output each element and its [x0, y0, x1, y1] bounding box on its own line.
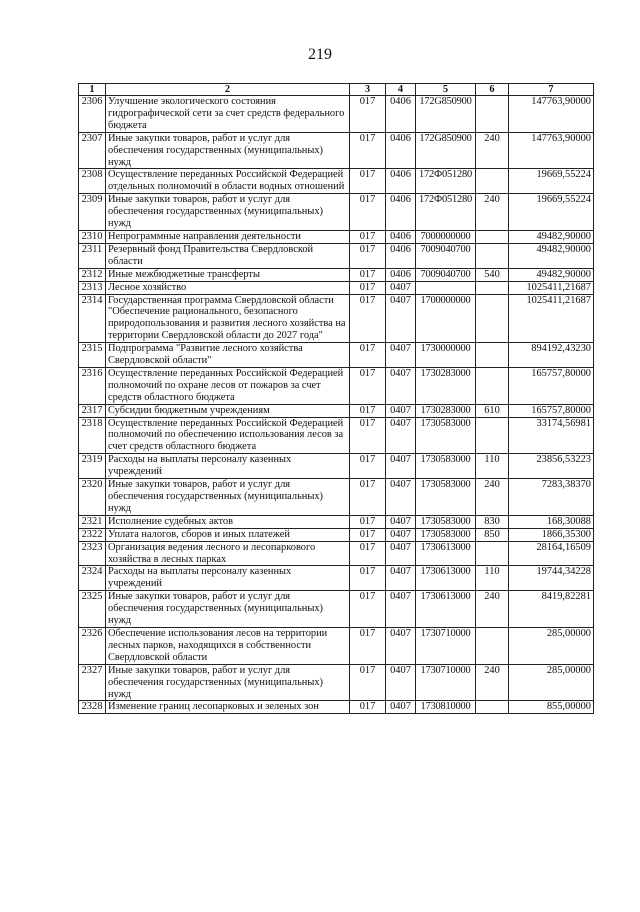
row-ministry-code: 017: [350, 132, 386, 169]
table-row: [79, 169, 594, 194]
table-row: [79, 701, 594, 714]
row-name: Обеспечение использования лесов на территории лесных парков, находящихся в собственности Свердловской области: [106, 627, 350, 664]
row-name: Осуществление переданных Российской Федерацией отдельных полномочий в области водных отношений: [106, 169, 350, 194]
row-target-code: 172Ф051280: [416, 169, 476, 194]
row-name: Изменение границ лесопарковых и зеленых зон: [106, 701, 350, 714]
row-amount: 165757,80000: [509, 367, 594, 404]
row-number: 2309: [79, 194, 106, 231]
table-row: [79, 343, 594, 368]
row-expense-type: [476, 541, 509, 566]
row-number: 2322: [79, 528, 106, 541]
row-number: 2327: [79, 664, 106, 701]
row-expense-type: [476, 96, 509, 133]
page-number: 219: [308, 46, 332, 63]
table-row: [79, 404, 594, 417]
row-ministry-code: 017: [350, 454, 386, 479]
row-number: 2324: [79, 566, 106, 591]
row-number: 2315: [79, 343, 106, 368]
row-amount: 7283,38370: [509, 479, 594, 516]
table-row: [79, 194, 594, 231]
row-target-code: 1730810000: [416, 701, 476, 714]
row-name: Уплата налогов, сборов и иных платежей: [106, 528, 350, 541]
row-expense-type: 830: [476, 515, 509, 528]
row-expense-type: 610: [476, 404, 509, 417]
row-ministry-code: 017: [350, 281, 386, 294]
table-row: [79, 528, 594, 541]
row-expense-type: 240: [476, 591, 509, 628]
row-amount: 19669,55224: [509, 194, 594, 231]
row-ministry-code: 017: [350, 169, 386, 194]
row-name: Государственная программа Свердловской области "Обеспечение рационального, безопасного природопользования и развития лесного хозяйства на территории Свердловской области до 2027 года": [106, 294, 350, 343]
row-expense-type: [476, 294, 509, 343]
row-amount: 1025411,21687: [509, 294, 594, 343]
row-section-code: 0406: [386, 132, 416, 169]
row-section-code: 0407: [386, 664, 416, 701]
row-section-code: 0407: [386, 591, 416, 628]
row-target-code: 1730583000: [416, 417, 476, 454]
row-section-code: 0406: [386, 268, 416, 281]
row-name: Подпрограмма "Развитие лесного хозяйства Свердловской области": [106, 343, 350, 368]
row-section-code: 0407: [386, 479, 416, 516]
row-amount: 49482,90000: [509, 243, 594, 268]
row-expense-type: [476, 367, 509, 404]
row-number: 2314: [79, 294, 106, 343]
table-row: [79, 541, 594, 566]
row-amount: 8419,82281: [509, 591, 594, 628]
row-name: Расходы на выплаты персоналу казенных учреждений: [106, 566, 350, 591]
row-target-code: [416, 281, 476, 294]
row-number: 2323: [79, 541, 106, 566]
row-section-code: 0407: [386, 367, 416, 404]
table-row: [79, 417, 594, 454]
row-ministry-code: 017: [350, 515, 386, 528]
row-number: 2317: [79, 404, 106, 417]
table-row: [79, 566, 594, 591]
row-number: 2310: [79, 230, 106, 243]
row-name: Иные межбюджетные трансферты: [106, 268, 350, 281]
row-expense-type: [476, 343, 509, 368]
row-section-code: 0407: [386, 627, 416, 664]
row-ministry-code: 017: [350, 343, 386, 368]
column-header-4: 4: [386, 84, 416, 96]
row-ministry-code: 017: [350, 528, 386, 541]
column-header-3: 3: [350, 84, 386, 96]
row-name: Осуществление переданных Российской Федерацией полномочий по охране лесов от пожаров за счет средств областного бюджета: [106, 367, 350, 404]
row-amount: 33174,56981: [509, 417, 594, 454]
row-section-code: 0407: [386, 294, 416, 343]
row-number: 2311: [79, 243, 106, 268]
table-row: [79, 454, 594, 479]
row-name: Расходы на выплаты персоналу казенных учреждений: [106, 454, 350, 479]
row-number: 2325: [79, 591, 106, 628]
row-expense-type: [476, 281, 509, 294]
row-name: Исполнение судебных актов: [106, 515, 350, 528]
row-amount: 1866,35300: [509, 528, 594, 541]
table-row: [79, 281, 594, 294]
row-ministry-code: 017: [350, 243, 386, 268]
row-amount: 285,00000: [509, 664, 594, 701]
row-section-code: 0407: [386, 566, 416, 591]
row-section-code: 0407: [386, 343, 416, 368]
column-header-1: 1: [79, 84, 106, 96]
row-target-code: 1730583000: [416, 515, 476, 528]
row-amount: 147763,90000: [509, 132, 594, 169]
row-amount: 285,00000: [509, 627, 594, 664]
row-amount: 19744,34228: [509, 566, 594, 591]
row-expense-type: [476, 243, 509, 268]
row-amount: 1025411,21687: [509, 281, 594, 294]
row-ministry-code: 017: [350, 664, 386, 701]
row-expense-type: [476, 627, 509, 664]
row-target-code: 172G850900: [416, 96, 476, 133]
row-number: 2320: [79, 479, 106, 516]
table-row: [79, 515, 594, 528]
row-ministry-code: 017: [350, 294, 386, 343]
row-number: 2321: [79, 515, 106, 528]
row-amount: 49482,90000: [509, 230, 594, 243]
row-target-code: 1730710000: [416, 627, 476, 664]
row-target-code: 172G850900: [416, 132, 476, 169]
budget-table: [78, 83, 594, 714]
row-amount: 168,30088: [509, 515, 594, 528]
row-ministry-code: 017: [350, 541, 386, 566]
column-header-2: 2: [106, 84, 350, 96]
table-row: [79, 367, 594, 404]
row-target-code: 1730613000: [416, 591, 476, 628]
row-target-code: 7000000000: [416, 230, 476, 243]
table-header-row: [79, 84, 594, 96]
row-ministry-code: 017: [350, 96, 386, 133]
row-section-code: 0406: [386, 230, 416, 243]
row-name: Субсидии бюджетным учреждениям: [106, 404, 350, 417]
row-name: Иные закупки товаров, работ и услуг для обеспечения государственных (муниципальных) нужд: [106, 132, 350, 169]
row-number: 2328: [79, 701, 106, 714]
row-amount: 165757,80000: [509, 404, 594, 417]
row-name: Иные закупки товаров, работ и услуг для обеспечения государственных (муниципальных) нужд: [106, 664, 350, 701]
row-expense-type: [476, 701, 509, 714]
table-row: [79, 294, 594, 343]
row-amount: 49482,90000: [509, 268, 594, 281]
table-row: [79, 627, 594, 664]
row-target-code: 1730000000: [416, 343, 476, 368]
row-name: Резервный фонд Правительства Свердловской области: [106, 243, 350, 268]
row-expense-type: 540: [476, 268, 509, 281]
row-number: 2307: [79, 132, 106, 169]
row-number: 2318: [79, 417, 106, 454]
row-target-code: 7009040700: [416, 243, 476, 268]
row-target-code: 1730710000: [416, 664, 476, 701]
row-name: Иные закупки товаров, работ и услуг для обеспечения государственных (муниципальных) нужд: [106, 479, 350, 516]
row-name: Организация ведения лесного и лесопаркового хозяйства в лесных парках: [106, 541, 350, 566]
row-section-code: 0407: [386, 404, 416, 417]
row-ministry-code: 017: [350, 367, 386, 404]
row-ministry-code: 017: [350, 627, 386, 664]
row-ministry-code: 017: [350, 194, 386, 231]
row-number: 2308: [79, 169, 106, 194]
row-name: Осуществление переданных Российской Федерацией полномочий по обеспечению использования лесов за счет средств областного бюджета: [106, 417, 350, 454]
table-row: [79, 268, 594, 281]
row-section-code: 0407: [386, 454, 416, 479]
row-expense-type: [476, 169, 509, 194]
row-target-code: 172Ф051280: [416, 194, 476, 231]
table-row: [79, 591, 594, 628]
row-name: Иные закупки товаров, работ и услуг для обеспечения государственных (муниципальных) нужд: [106, 591, 350, 628]
row-number: 2326: [79, 627, 106, 664]
row-target-code: 1730613000: [416, 566, 476, 591]
row-amount: 28164,16509: [509, 541, 594, 566]
row-amount: 23856,53223: [509, 454, 594, 479]
row-target-code: 1730583000: [416, 454, 476, 479]
table-row: [79, 132, 594, 169]
row-expense-type: 240: [476, 664, 509, 701]
row-number: 2316: [79, 367, 106, 404]
row-expense-type: 240: [476, 194, 509, 231]
row-section-code: 0407: [386, 515, 416, 528]
row-expense-type: 110: [476, 566, 509, 591]
row-expense-type: 110: [476, 454, 509, 479]
row-expense-type: 240: [476, 479, 509, 516]
row-section-code: 0406: [386, 194, 416, 231]
row-ministry-code: 017: [350, 268, 386, 281]
row-expense-type: 240: [476, 132, 509, 169]
row-section-code: 0407: [386, 528, 416, 541]
table-row: [79, 243, 594, 268]
row-amount: 894192,43230: [509, 343, 594, 368]
row-amount: 855,00000: [509, 701, 594, 714]
row-number: 2319: [79, 454, 106, 479]
row-ministry-code: 017: [350, 566, 386, 591]
column-header-6: 6: [476, 84, 509, 96]
table-row: [79, 96, 594, 133]
row-expense-type: [476, 230, 509, 243]
table-row: [79, 664, 594, 701]
row-target-code: 1700000000: [416, 294, 476, 343]
row-target-code: 1730613000: [416, 541, 476, 566]
row-target-code: 1730583000: [416, 479, 476, 516]
column-header-7: 7: [509, 84, 594, 96]
row-target-code: 1730283000: [416, 367, 476, 404]
row-ministry-code: 017: [350, 701, 386, 714]
table-row: [79, 479, 594, 516]
row-ministry-code: 017: [350, 230, 386, 243]
row-number: 2306: [79, 96, 106, 133]
row-section-code: 0407: [386, 541, 416, 566]
row-target-code: 1730583000: [416, 528, 476, 541]
row-name: Лесное хозяйство: [106, 281, 350, 294]
table-row: [79, 230, 594, 243]
row-section-code: 0406: [386, 243, 416, 268]
row-amount: 147763,90000: [509, 96, 594, 133]
row-ministry-code: 017: [350, 404, 386, 417]
row-section-code: 0407: [386, 701, 416, 714]
row-target-code: 1730283000: [416, 404, 476, 417]
table-body: [79, 96, 594, 714]
row-amount: 19669,55224: [509, 169, 594, 194]
column-header-5: 5: [416, 84, 476, 96]
row-section-code: 0406: [386, 169, 416, 194]
row-ministry-code: 017: [350, 591, 386, 628]
row-number: 2313: [79, 281, 106, 294]
row-expense-type: 850: [476, 528, 509, 541]
row-section-code: 0407: [386, 417, 416, 454]
row-section-code: 0407: [386, 281, 416, 294]
row-name: Иные закупки товаров, работ и услуг для обеспечения государственных (муниципальных) нужд: [106, 194, 350, 231]
row-ministry-code: 017: [350, 417, 386, 454]
row-ministry-code: 017: [350, 479, 386, 516]
row-name: Непрограммные направления деятельности: [106, 230, 350, 243]
row-target-code: 7009040700: [416, 268, 476, 281]
row-name: Улучшение экологического состояния гидрографической сети за счет средств федерального бюджета: [106, 96, 350, 133]
row-number: 2312: [79, 268, 106, 281]
row-expense-type: [476, 417, 509, 454]
row-section-code: 0406: [386, 96, 416, 133]
